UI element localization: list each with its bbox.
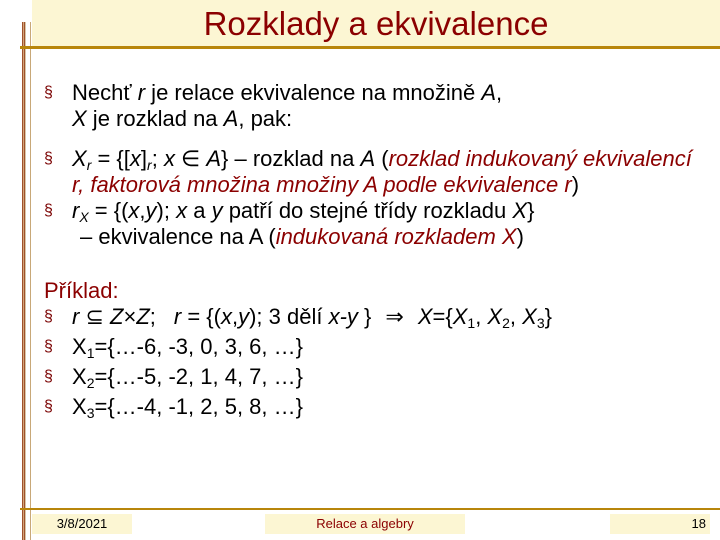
bullet-icon: §: [44, 308, 53, 325]
example-heading: Příklad:: [44, 278, 119, 303]
bullet-icon: §: [44, 150, 53, 167]
example-class-3: § $X_3=\{\dots-4$, -1, 2, 5, 8, …}: [44, 394, 303, 421]
bullet-icon: §: [44, 368, 53, 385]
item2-note: indukovaná rozkladem X: [275, 224, 517, 249]
bullet-icon: §: [44, 84, 53, 101]
bullet-item-induced-equivalence: § $r_X = \{(x,y)$; x a y patří do stejné třídy rozkladu X} – ekvivalence na A (indukovaná rozkladem X): [44, 198, 535, 249]
footer-rule: [20, 508, 720, 510]
title-rule: [20, 46, 720, 49]
left-decorative-line: [22, 22, 26, 540]
page-number: 18: [610, 514, 710, 534]
footer-date: 3/8/2021: [32, 514, 132, 534]
slide-content: [44, 80, 704, 420]
slide-title: Rozklady a ekvivalence: [203, 5, 549, 42]
example-class-1: § $X_1=\{\dots-6$, -3, 0, 3, 6, …}: [44, 334, 303, 361]
item1-note: rozklad indukovaný ekvivalencí r, faktorová množina množiny A podle ekvivalence r: [72, 146, 692, 197]
bullet-icon: §: [44, 398, 53, 415]
footer: [0, 512, 720, 538]
left-decorative-line-thin: [30, 22, 31, 540]
footer-title: Relace a algebry: [265, 514, 465, 534]
bullet-icon: §: [44, 338, 53, 355]
example-class-2: § $X_2=\{\dots-5$, -2, 1, 4, 7, …}: [44, 364, 303, 391]
bullet-icon: §: [44, 202, 53, 219]
example-line-relation: § r ⊆ Z×Z; r = {(x,y); 3 dělí x-y } ⇒ $X=\{X_1$, $X_2$, $X_3$}: [44, 304, 552, 331]
bullet-item-factor-set: § $X_r = \{[x]_r$; x ∈ A} – rozklad na A (rozklad indukovaný ekvivalencí r, faktorová množina množiny A podle ekvivalence r): [44, 146, 692, 197]
bullet-item-intro: § Nechť r je relace ekvivalence na množině A, X je rozklad na A, pak:: [44, 80, 503, 131]
implies-icon: ⇒: [385, 304, 404, 329]
